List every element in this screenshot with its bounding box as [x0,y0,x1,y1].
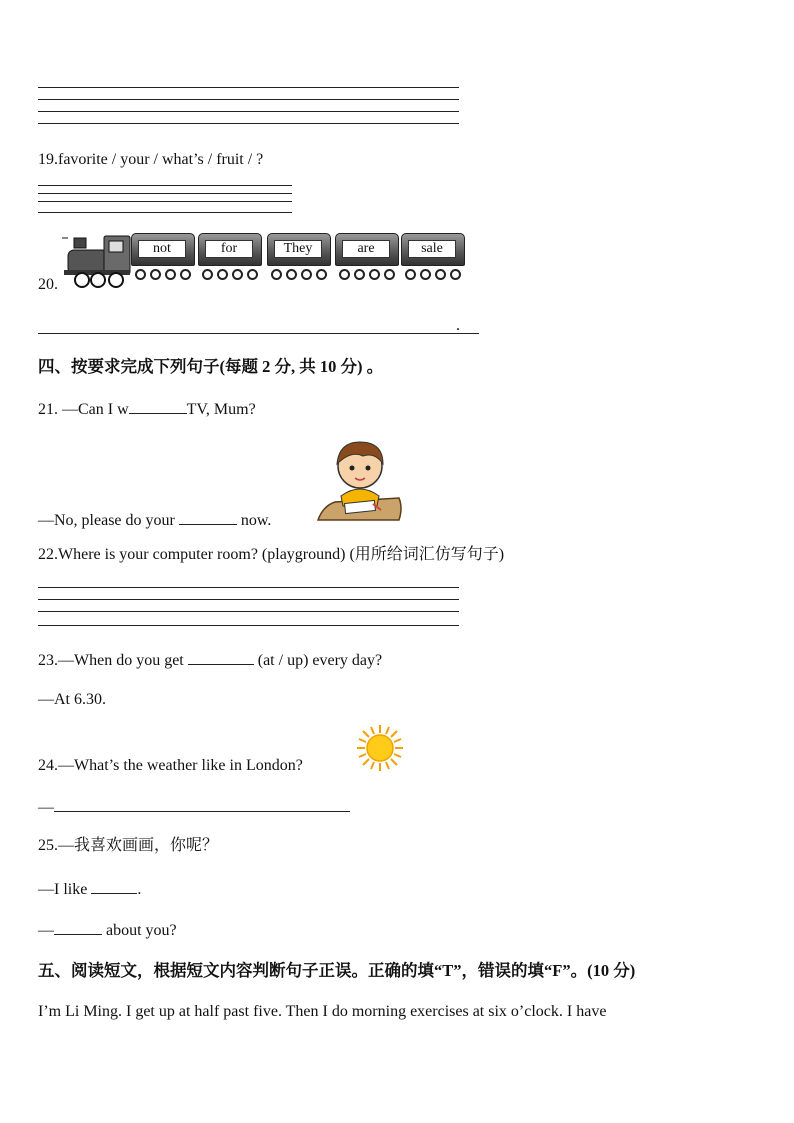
train-car [267,233,331,273]
q23-prompt: 23.—When do you get [38,652,184,669]
answer-line [38,111,459,112]
answer-line [38,201,292,202]
train-word: for [205,240,253,258]
answer-line [38,587,459,588]
q21-prompt-end: TV, Mum? [186,401,256,418]
fill-blank[interactable] [179,509,237,525]
train-engine-icon [60,228,132,290]
section-4-title: 四、按要求完成下列句子(每题 2 分, 共 10 分) 。 [38,357,384,376]
train-word: They [274,240,322,258]
answer-line [38,611,459,612]
fill-blank[interactable] [54,919,102,935]
question-24-line1: 24.—What’s the weather like in London? [38,757,303,774]
section-5-title: 五、阅读短文，根据短文内容判断句子正误。正确的填“T”，错误的填“F”。(10 分) [38,961,636,980]
q25-prompt: —I like [38,881,88,898]
answer-line [38,599,459,600]
q23-prompt-end: (at / up) every day? [257,652,383,669]
question-23-line1 [38,649,382,671]
end-period: . [456,317,460,334]
passage-line: I’m Li Ming. I get up at half past five. Then I do morning exercises at six o’clock. I have [38,1003,607,1020]
boy-writing-icon [315,436,405,524]
sun-icon [356,724,404,772]
fill-blank[interactable] [129,398,187,414]
train-car [198,233,262,273]
answer-line [38,123,459,124]
train-word: not [138,240,186,258]
q24-answer-dash: — [38,799,54,816]
train-word: are [342,240,390,258]
question-24-line2 [38,796,350,818]
answer-line [38,185,292,186]
train-car [401,233,465,273]
q21-answer-prompt: —No, please do your [38,512,175,529]
question-21-line1 [38,398,256,420]
answer-line [38,212,292,213]
question-20-number: 20. [38,276,58,293]
q21-answer-end: now. [240,512,272,529]
train-car [131,233,195,273]
question-19: 19.favorite / your / what’s / fruit / ? [38,151,264,168]
fill-blank[interactable] [54,796,350,812]
question-25-line1: 25.—我喜欢画画，你呢？ [38,837,219,854]
fill-blank[interactable] [188,649,254,665]
question-22: 22.Where is your computer room? (playground) (用所给词汇仿写句子) [38,546,505,563]
answer-line [38,99,459,100]
q25-prompt-end: about you? [106,922,177,939]
answer-line [38,625,459,626]
question-25-line3 [38,919,177,941]
train-car [335,233,399,273]
question-25-line2 [38,878,141,900]
fill-blank[interactable] [91,878,137,894]
answer-line [38,87,459,88]
question-21-line2 [38,509,271,531]
q21-prompt: 21. —Can I w [38,401,129,418]
q25-dash: — [38,922,54,939]
q25-period: . [137,881,142,898]
answer-line [38,333,479,334]
train-word: sale [408,240,456,258]
answer-line [38,193,292,194]
question-23-line2: —At 6.30. [38,691,106,708]
